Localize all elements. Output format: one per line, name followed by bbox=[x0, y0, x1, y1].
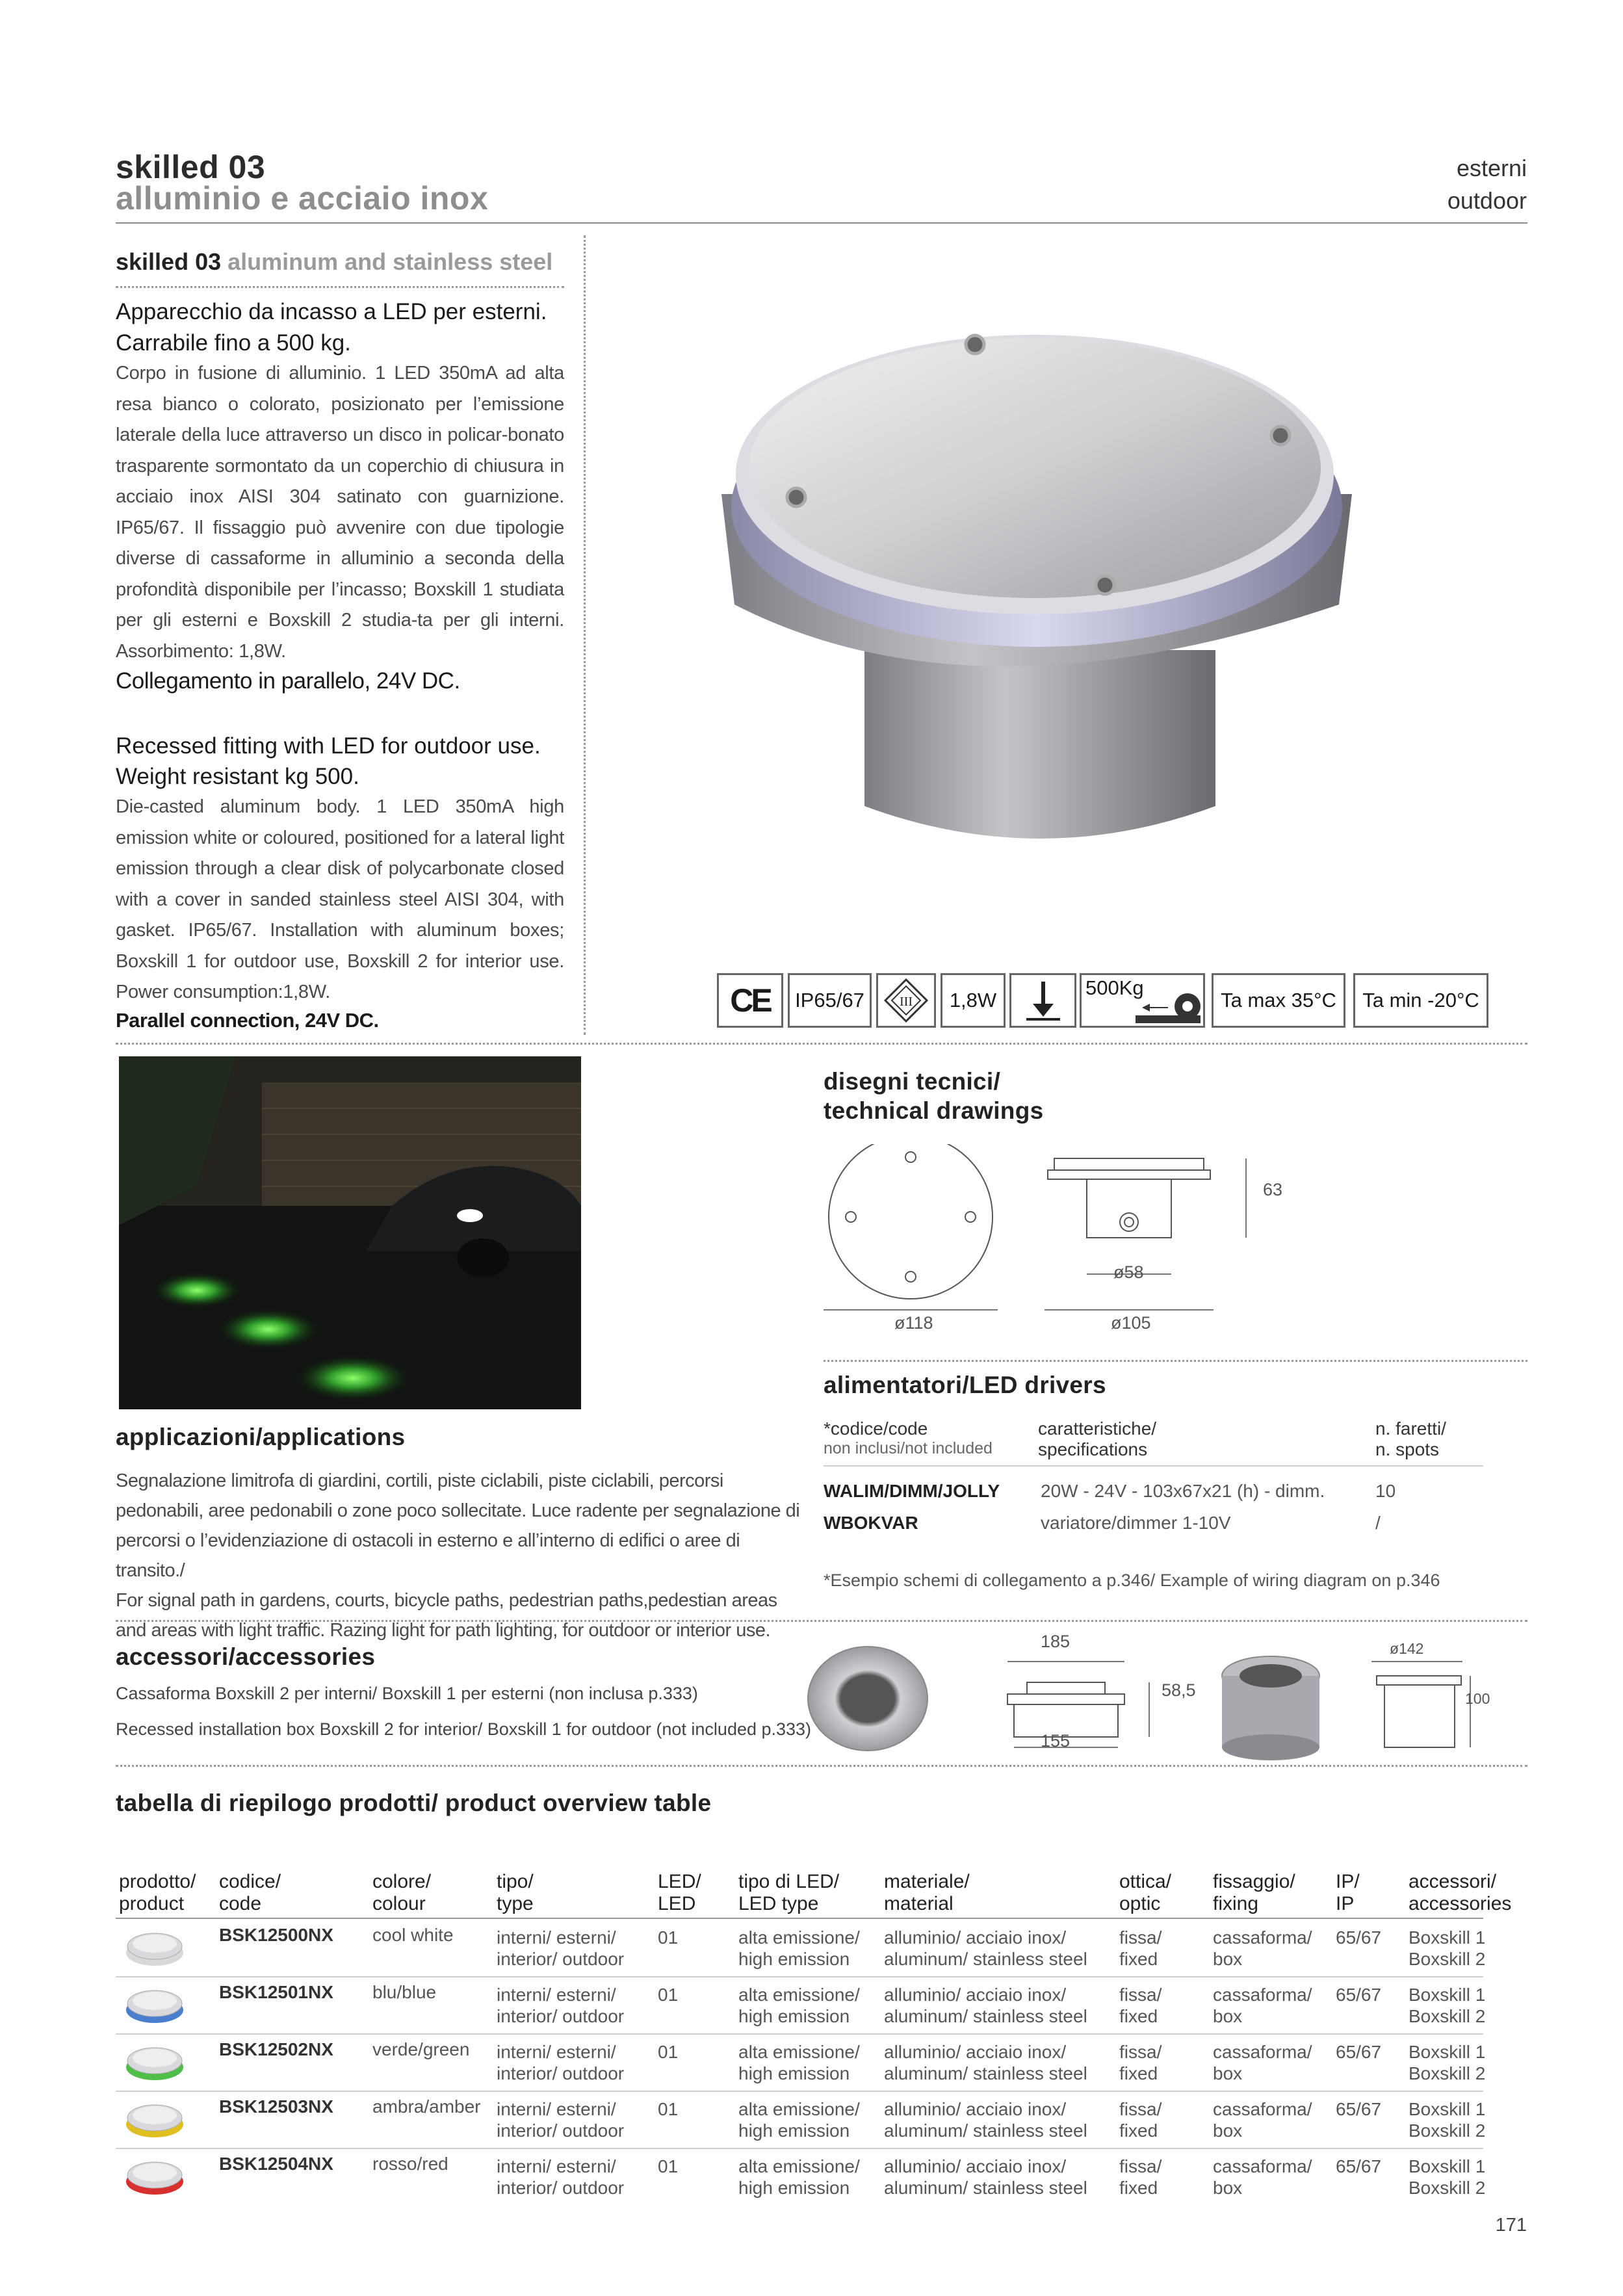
product-thumbnail bbox=[125, 1929, 185, 1967]
product-type-line2: interior/ outdoor bbox=[497, 2006, 625, 2026]
wiring-note: *Esempio schemi di collegamento a p.346/ Example of wiring diagram on p.346 bbox=[824, 1571, 1440, 1590]
th-led bbox=[658, 1871, 701, 1915]
product-accessories-line1: Boxskill 1 bbox=[1409, 2156, 1486, 2176]
product-material-line2: aluminum/ stainless steel bbox=[884, 2120, 1087, 2141]
product-fixing bbox=[1213, 2041, 1312, 2084]
product-material-line1: alluminio/ acciaio inox/ bbox=[884, 1927, 1067, 1948]
product-ip-line1: 65/67 bbox=[1336, 1927, 1382, 1948]
product-type-line1: interni/ esterni/ bbox=[497, 1927, 616, 1948]
product-led-type-line2: high emission bbox=[738, 2006, 850, 2026]
th-line: tipo di LED/ bbox=[738, 1871, 840, 1892]
product-optic-line2: fixed bbox=[1119, 2006, 1158, 2026]
th-line: tipo/ bbox=[497, 1871, 534, 1892]
driver-spots: / bbox=[1375, 1513, 1381, 1533]
th-line: material bbox=[884, 1893, 954, 1914]
drawings-divider bbox=[824, 1360, 1527, 1362]
product-led bbox=[658, 2041, 678, 2063]
drivers-col-code: *codice/code bbox=[824, 1418, 928, 1439]
accessory-drawings bbox=[806, 1643, 1521, 1760]
table-row-rule bbox=[116, 2033, 1483, 2035]
table-row-rule bbox=[116, 2091, 1483, 2092]
th-fixing bbox=[1213, 1871, 1295, 1915]
table-heading: tabella di riepilogo prodotti/ product overview table bbox=[116, 1790, 712, 1816]
th-line: ottica/ bbox=[1119, 1871, 1172, 1892]
box1-height: 58,5 bbox=[1162, 1680, 1196, 1700]
th-line: colore/ bbox=[372, 1871, 432, 1892]
product-ip bbox=[1336, 2156, 1381, 2177]
applications-heading: applicazioni/applications bbox=[116, 1424, 406, 1450]
product-material-line1: alluminio/ acciaio inox/ bbox=[884, 2042, 1067, 2062]
drawings-heading-line2: technical drawings bbox=[824, 1097, 1044, 1124]
product-subtitle-material: alluminio e acciaio inox bbox=[116, 180, 489, 216]
product-led-type-line2: high emission bbox=[738, 2178, 850, 2198]
product-accessories bbox=[1409, 1984, 1485, 2027]
product-fixing-line1: cassaforma/ bbox=[1213, 1985, 1312, 2005]
product-optic bbox=[1119, 1927, 1162, 1970]
product-optic bbox=[1119, 2098, 1162, 2141]
product-type bbox=[497, 1927, 624, 1970]
product-led-type bbox=[738, 1927, 860, 1970]
dimension-inner-diameter: ø58 bbox=[1113, 1262, 1144, 1282]
product-type-line2: interior/ outdoor bbox=[497, 2120, 625, 2141]
product-accessories bbox=[1409, 2156, 1485, 2198]
product-material bbox=[884, 2156, 1087, 2198]
product-type-line2: interior/ outdoor bbox=[497, 1949, 625, 1969]
ta-min-badge: Ta min -20°C bbox=[1353, 973, 1488, 1028]
product-accessories-line1: Boxskill 1 bbox=[1409, 2042, 1486, 2062]
product-optic bbox=[1119, 1984, 1162, 2027]
product-led bbox=[658, 2156, 678, 2177]
product-material-line1: alluminio/ acciaio inox/ bbox=[884, 2156, 1067, 2176]
product-material-line1: alluminio/ acciaio inox/ bbox=[884, 2099, 1067, 2119]
drivers-header-rule bbox=[824, 1465, 1483, 1467]
product-accessories-line2: Boxskill 2 bbox=[1409, 2006, 1486, 2026]
product-colour-line1: ambra/amber bbox=[372, 2096, 481, 2117]
subtitle-divider bbox=[116, 286, 564, 288]
load-rating-label: 500Kg bbox=[1085, 976, 1144, 999]
th-line: fixing bbox=[1213, 1893, 1259, 1914]
product-code-line1: BSK12500NX bbox=[219, 1925, 333, 1945]
driver-spec: variatore/dimmer 1-10V bbox=[1041, 1513, 1231, 1533]
it-lead-line2: Carrabile fino a 500 kg. bbox=[116, 330, 351, 356]
product-type-line2: interior/ outdoor bbox=[497, 2063, 625, 2083]
section-divider-3 bbox=[116, 1765, 1527, 1767]
column-divider bbox=[584, 235, 586, 1035]
th-line: accessories bbox=[1409, 1893, 1512, 1914]
section-divider-2 bbox=[116, 1620, 1527, 1622]
th-line: IP/ bbox=[1336, 1871, 1360, 1892]
product-led-type-line2: high emission bbox=[738, 2063, 850, 2083]
product-led-type bbox=[738, 2098, 860, 2141]
dimension-height: 63 bbox=[1263, 1180, 1283, 1199]
product-fixing-line1: cassaforma/ bbox=[1213, 1927, 1312, 1948]
product-fixing-line1: cassaforma/ bbox=[1213, 2156, 1312, 2176]
th-line: codice/ bbox=[219, 1871, 281, 1892]
product-type-line1: interni/ esterni/ bbox=[497, 2099, 616, 2119]
product-material bbox=[884, 1984, 1087, 2027]
application-photo bbox=[119, 1056, 581, 1409]
product-ip-line1: 65/67 bbox=[1336, 2099, 1382, 2119]
th-line: IP bbox=[1336, 1893, 1355, 1914]
product-colour bbox=[372, 2153, 448, 2174]
product-type-line1: interni/ esterni/ bbox=[497, 2042, 616, 2062]
product-colour-line1: verde/green bbox=[372, 2039, 470, 2059]
product-colour-line1: rosso/red bbox=[372, 2154, 448, 2174]
product-material-line1: alluminio/ acciaio inox/ bbox=[884, 1985, 1067, 2005]
product-code bbox=[219, 2039, 333, 2060]
driver-spots: 10 bbox=[1375, 1481, 1396, 1501]
ce-mark-icon: CE bbox=[717, 973, 783, 1028]
dimension-body-diameter: ø105 bbox=[1111, 1313, 1151, 1333]
drivers-col-spec-line1: caratteristiche/ bbox=[1038, 1418, 1157, 1439]
th-line: materiale/ bbox=[884, 1871, 970, 1892]
product-fixing bbox=[1213, 2098, 1312, 2141]
it-connection: Collegamento in parallelo, 24V DC. bbox=[116, 668, 460, 694]
product-type bbox=[497, 2098, 624, 2141]
wheel-icon bbox=[1136, 991, 1201, 1023]
th-product bbox=[119, 1871, 196, 1915]
product-led bbox=[658, 2098, 678, 2120]
product-led-line1: 01 bbox=[658, 2156, 679, 2176]
product-ip bbox=[1336, 1927, 1381, 1948]
product-code-line1: BSK12502NX bbox=[219, 2039, 333, 2059]
product-optic-line2: fixed bbox=[1119, 2120, 1158, 2141]
product-code-line1: BSK12501NX bbox=[219, 1982, 333, 2002]
section-divider-1 bbox=[116, 1043, 1527, 1045]
product-led-line1: 01 bbox=[658, 2099, 679, 2119]
product-ip-line1: 65/67 bbox=[1336, 2156, 1382, 2176]
header-rule bbox=[116, 222, 1527, 224]
accessories-text-it: Cassaforma Boxskill 2 per interni/ Boxskill 1 per esterni (non inclusa p.333) bbox=[116, 1684, 698, 1703]
recessed-arrow-icon bbox=[1009, 973, 1076, 1028]
product-accessories-line1: Boxskill 1 bbox=[1409, 1985, 1486, 2005]
applications-text-en: For signal path in gardens, courts, bicycle paths, pedestrian paths,pedestian areas and areas with light traffic. Razing light for path lighting, for outdoor or interior use. bbox=[116, 1590, 777, 1641]
product-optic bbox=[1119, 2156, 1162, 2198]
product-optic-line1: fissa/ bbox=[1119, 2099, 1162, 2119]
product-led-type-line2: high emission bbox=[738, 1949, 850, 1969]
table-row-rule bbox=[116, 1976, 1483, 1977]
product-thumbnail bbox=[125, 2101, 185, 2139]
product-type bbox=[497, 1984, 624, 2027]
subtitle-material: aluminum and stainless steel bbox=[227, 248, 553, 275]
product-accessories-line2: Boxskill 2 bbox=[1409, 2178, 1486, 2198]
product-led-type-line1: alta emissione/ bbox=[738, 2156, 860, 2176]
th-code bbox=[219, 1871, 281, 1915]
drivers-col-spots-line2: n. spots bbox=[1375, 1439, 1440, 1459]
product-code-line1: BSK12503NX bbox=[219, 2096, 333, 2117]
drivers-col-spec-line2: specifications bbox=[1038, 1439, 1148, 1459]
drivers-heading: alimentatori/LED drivers bbox=[824, 1372, 1106, 1398]
accessories-heading: accessori/accessories bbox=[116, 1643, 376, 1670]
product-accessories bbox=[1409, 2041, 1485, 2084]
product-led-line1: 01 bbox=[658, 1985, 679, 2005]
product-fixing-line2: box bbox=[1213, 2063, 1243, 2083]
product-colour bbox=[372, 1981, 436, 2003]
it-description: Corpo in fusione di alluminio. 1 LED 350mA ad alta resa bianco o colorato, posizionato per l’emissione laterale della luce attraverso un disco in policar-bonato trasparente sormontato da un coperchio di chiusura in acciaio inox AISI 304 satinato con guarnizione. IP65/67. Il fissaggio può avvenire con due tipologie diverse di cassaforme in alluminio a seconda della profondità disponibile per l’incasso; Boxskill 1 studiata per gli esterni e Boxskill 2 studia-ta per gli interni. Assorbimento: 1,8W. bbox=[116, 363, 564, 662]
product-type-line1: interni/ esterni/ bbox=[497, 1985, 616, 2005]
category-it: esterni bbox=[1456, 155, 1527, 181]
product-optic-line2: fixed bbox=[1119, 1949, 1158, 1969]
table-row-rule bbox=[116, 2148, 1483, 2149]
product-led bbox=[658, 1927, 678, 1948]
product-colour bbox=[372, 1924, 454, 1946]
product-type bbox=[497, 2156, 624, 2198]
driver-spec: 20W - 24V - 103x67x21 (h) - dimm. bbox=[1041, 1481, 1325, 1501]
product-led-type-line1: alta emissione/ bbox=[738, 2099, 860, 2119]
product-accessories-line1: Boxskill 1 bbox=[1409, 2099, 1486, 2119]
th-line: accessori/ bbox=[1409, 1871, 1497, 1892]
category-en: outdoor bbox=[1447, 187, 1527, 214]
product-accessories bbox=[1409, 1927, 1485, 1970]
technical-drawing bbox=[824, 1144, 1292, 1339]
th-optic bbox=[1119, 1871, 1171, 1915]
en-lead-line2: Weight resistant kg 500. bbox=[116, 764, 359, 789]
th-colour bbox=[372, 1871, 431, 1915]
product-code-line1: BSK12504NX bbox=[219, 2154, 333, 2174]
en-lead-line1: Recessed fitting with LED for outdoor use. bbox=[116, 733, 541, 759]
product-material bbox=[884, 2041, 1087, 2084]
th-line: code bbox=[219, 1893, 262, 1914]
product-code bbox=[219, 1924, 333, 1946]
it-lead-line1: Apparecchio da incasso a LED per esterni. bbox=[116, 299, 547, 324]
product-code bbox=[219, 1981, 333, 2003]
th-line: fissaggio/ bbox=[1213, 1871, 1295, 1892]
product-optic-line1: fissa/ bbox=[1119, 2042, 1162, 2062]
product-material bbox=[884, 1927, 1087, 1970]
product-accessories-line2: Boxskill 2 bbox=[1409, 2120, 1486, 2141]
product-optic-line1: fissa/ bbox=[1119, 2156, 1162, 2176]
th-line: LED/ bbox=[658, 1871, 701, 1892]
product-thumbnail bbox=[125, 2044, 185, 2081]
product-material-line2: aluminum/ stainless steel bbox=[884, 2063, 1087, 2083]
th-led-type bbox=[738, 1871, 839, 1915]
product-led-line1: 01 bbox=[658, 1927, 679, 1948]
th-line: type bbox=[497, 1893, 534, 1914]
th-line: colour bbox=[372, 1893, 426, 1914]
product-led-type-line1: alta emissione/ bbox=[738, 1927, 860, 1948]
th-type bbox=[497, 1871, 534, 1915]
product-photo bbox=[702, 312, 1430, 897]
product-type-line2: interior/ outdoor bbox=[497, 2178, 625, 2198]
power-badge: 1,8W bbox=[941, 973, 1006, 1028]
product-fixing-line2: box bbox=[1213, 2006, 1243, 2026]
product-colour bbox=[372, 2096, 481, 2117]
class-iii-icon bbox=[876, 973, 936, 1028]
product-led-type-line1: alta emissione/ bbox=[738, 1985, 860, 2005]
product-optic-line1: fissa/ bbox=[1119, 1927, 1162, 1948]
product-colour-line1: blu/blue bbox=[372, 1982, 437, 2002]
product-fixing-line1: cassaforma/ bbox=[1213, 2099, 1312, 2119]
ip-rating-badge: IP65/67 bbox=[788, 973, 872, 1028]
th-line: LED bbox=[658, 1893, 696, 1914]
dimension-top-diameter: ø118 bbox=[894, 1313, 933, 1333]
product-material-line2: aluminum/ stainless steel bbox=[884, 2006, 1087, 2026]
driver-code: WBOKVAR bbox=[824, 1513, 918, 1533]
th-line: LED type bbox=[738, 1893, 819, 1914]
product-fixing-line2: box bbox=[1213, 2120, 1243, 2141]
page-number: 171 bbox=[1495, 2215, 1527, 2236]
product-led-line1: 01 bbox=[658, 2042, 679, 2062]
driver-code: WALIM/DIMM/JOLLY bbox=[824, 1481, 1000, 1501]
product-material-line2: aluminum/ stainless steel bbox=[884, 1949, 1087, 1969]
class-iii-diamond-icon bbox=[883, 978, 929, 1023]
table-header-rule bbox=[116, 1918, 1483, 1919]
product-accessories-line2: Boxskill 2 bbox=[1409, 1949, 1486, 1969]
box2-diameter: ø142 bbox=[1390, 1640, 1424, 1657]
product-thumbnail bbox=[125, 2158, 185, 2196]
product-type bbox=[497, 2041, 624, 2084]
product-ip bbox=[1336, 2041, 1381, 2063]
product-fixing bbox=[1213, 2156, 1312, 2198]
th-material bbox=[884, 1871, 970, 1915]
product-title: skilled 03 bbox=[116, 149, 266, 185]
th-accessories bbox=[1409, 1871, 1511, 1915]
box1-width: 185 bbox=[1041, 1632, 1071, 1651]
product-material-line2: aluminum/ stainless steel bbox=[884, 2178, 1087, 2198]
load-rating-badge bbox=[1080, 973, 1205, 1028]
accessories-text-en: Recessed installation box Boxskill 2 for interior/ Boxskill 1 for outdoor (not included p.333) bbox=[116, 1719, 812, 1739]
product-fixing-line2: box bbox=[1213, 1949, 1243, 1969]
product-code bbox=[219, 2096, 333, 2117]
product-code bbox=[219, 2153, 333, 2174]
product-led-type bbox=[738, 2041, 860, 2084]
product-fixing bbox=[1213, 1984, 1312, 2027]
product-optic-line2: fixed bbox=[1119, 2178, 1158, 2198]
product-ip bbox=[1336, 2098, 1381, 2120]
product-led bbox=[658, 1984, 678, 2005]
product-led-type-line1: alta emissione/ bbox=[738, 2042, 860, 2062]
drawings-heading-line1: disegni tecnici/ bbox=[824, 1068, 1001, 1095]
class-iii-label: III bbox=[900, 995, 913, 1009]
product-fixing bbox=[1213, 1927, 1312, 1970]
product-accessories-line2: Boxskill 2 bbox=[1409, 2063, 1486, 2083]
product-led-type-line2: high emission bbox=[738, 2120, 850, 2141]
product-optic-line2: fixed bbox=[1119, 2063, 1158, 2083]
description-subtitle bbox=[116, 248, 552, 276]
product-ip-line1: 65/67 bbox=[1336, 1985, 1382, 2005]
applications-text bbox=[116, 1466, 805, 1645]
product-accessories bbox=[1409, 2098, 1485, 2141]
product-accessories-line1: Boxskill 1 bbox=[1409, 1927, 1486, 1948]
th-line: prodotto/ bbox=[119, 1871, 196, 1892]
applications-text-it: Segnalazione limitrofa di giardini, cortili, piste ciclabili, piste ciclabili, percorsi pedonabili, aree pedonabili o zone poco sollecitate. Luce radente per segnalazione di percorsi o l’evidenziazione di ostacoli in esterno e all’interno di edifici o aree di transito./ bbox=[116, 1470, 800, 1581]
ta-max-badge: Ta max 35°C bbox=[1212, 973, 1345, 1028]
box1-base: 155 bbox=[1041, 1731, 1071, 1751]
product-material bbox=[884, 2098, 1087, 2141]
box2-height: 100 bbox=[1465, 1690, 1490, 1707]
drivers-col-spots-line1: n. faretti/ bbox=[1375, 1418, 1446, 1439]
product-ip bbox=[1336, 1984, 1381, 2005]
product-led-type bbox=[738, 2156, 860, 2198]
th-ip bbox=[1336, 1871, 1360, 1915]
en-connection: Parallel connection, 24V DC. bbox=[116, 1009, 379, 1032]
subtitle-name: skilled 03 bbox=[116, 248, 222, 275]
en-description: Die-casted aluminum body. 1 LED 350mA high emission white or coloured, positioned for a lateral light emission through a clear disk of polycarbonate closed with a cover in sanded stainless steel AISI 304, with gasket. IP65/67. Installation with aluminum boxes; Boxskill 1 for outdoor use, Boxskill 2 for interior use. Power consumption:1,8W. bbox=[116, 796, 564, 1002]
drivers-col-code-note: non inclusi/not included bbox=[824, 1439, 993, 1457]
product-led-type bbox=[738, 1984, 860, 2027]
product-colour-line1: cool white bbox=[372, 1925, 454, 1945]
product-type-line1: interni/ esterni/ bbox=[497, 2156, 616, 2176]
th-line: product bbox=[119, 1893, 185, 1914]
product-fixing-line1: cassaforma/ bbox=[1213, 2042, 1312, 2062]
product-colour bbox=[372, 2039, 469, 2060]
th-line: optic bbox=[1119, 1893, 1161, 1914]
product-thumbnail bbox=[125, 1987, 185, 2024]
product-optic-line1: fissa/ bbox=[1119, 1985, 1162, 2005]
product-ip-line1: 65/67 bbox=[1336, 2042, 1382, 2062]
product-fixing-line2: box bbox=[1213, 2178, 1243, 2198]
product-optic bbox=[1119, 2041, 1162, 2084]
